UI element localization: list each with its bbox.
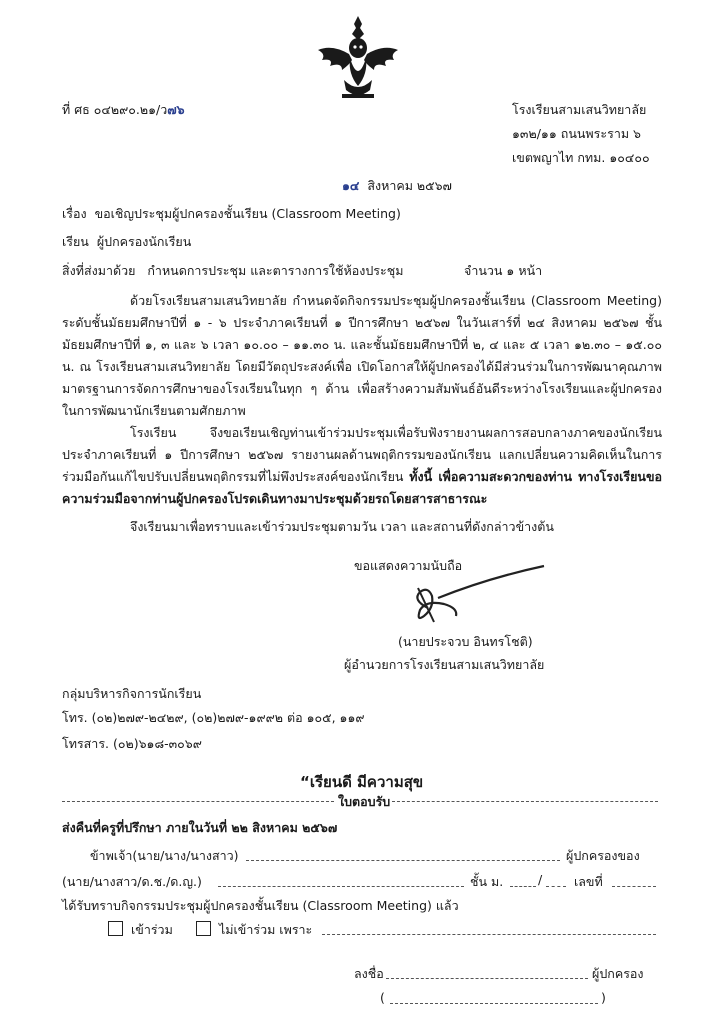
attend-checkbox[interactable] xyxy=(108,921,123,936)
reply-line1-end: ผู้ปกครองของ xyxy=(566,848,640,863)
signer-name: (นายประจวบ อินทรโชติ) xyxy=(398,634,533,649)
garuda-emblem xyxy=(312,14,404,104)
reply-line1-label: ข้าพเจ้า(นาย/นาง/นางสาว) xyxy=(90,848,239,863)
school-name: โรงเรียนสามเสนวิทยาลัย xyxy=(512,102,647,117)
subject-text: ขอเชิญประชุมผู้ปกครองชั้นเรียน (Classroom Meeting) xyxy=(94,206,401,221)
signer-title: ผู้อำนวยการโรงเรียนสามเสนวิทยาลัย xyxy=(344,657,545,672)
student-name-field[interactable] xyxy=(218,886,464,887)
closing-regards: ขอแสดงความนับถือ xyxy=(354,558,463,573)
document-number xyxy=(62,100,185,120)
not-attend-reason-field[interactable] xyxy=(322,934,656,935)
reply-instruction: ส่งคืนที่ครูที่ปรึกษา ภายในวันที่ ๒๒ สิงหาคม ๒๕๖๗ xyxy=(62,820,338,835)
body-paragraph-2 xyxy=(62,422,662,510)
reply-number-label: เลขที่ xyxy=(574,874,603,889)
reply-slip-title: ใบตอบรับ xyxy=(338,794,391,809)
guardian-printed-name-field[interactable] xyxy=(390,1003,598,1004)
reply-name-close-paren: ) xyxy=(601,990,606,1005)
signature xyxy=(398,564,548,632)
body-paragraph-3: จึงเรียนมาเพื่อทราบและเข้าร่วมประชุมตามวัน เวลา และสถานที่ดังกล่าวข้างต้น xyxy=(130,519,554,534)
reply-line3: ได้รับทราบกิจกรรมประชุมผู้ปกครองชั้นเรียน (Classroom Meeting) แล้ว xyxy=(62,898,459,913)
reply-name-open-paren: ( xyxy=(380,990,385,1005)
subject-line xyxy=(62,204,401,224)
attachment-text: กำหนดการประชุม และตารางการใช้ห้องประชุม xyxy=(147,263,404,278)
letter-body xyxy=(62,290,662,538)
attachment-label: สิ่งที่ส่งมาด้วย xyxy=(62,263,136,278)
reply-class-label: ชั้น ม. xyxy=(470,874,504,889)
salutation-text: ผู้ปกครองนักเรียน xyxy=(96,234,192,249)
contact-fax: โทรสาร. (๐๒)๖๑๘-๓๐๖๙ xyxy=(62,736,202,751)
reply-sign-role: ผู้ปกครอง xyxy=(592,966,644,981)
document-date xyxy=(342,176,452,196)
date-month-year: สิงหาคม ๒๕๖๗ xyxy=(367,178,452,193)
reply-class-slash: / xyxy=(538,872,543,887)
salutation-label: เรียน xyxy=(62,234,89,249)
school-address-line1: ๑๓๒/๑๑ ถนนพระราม ๖ xyxy=(512,126,641,141)
body-paragraph-1: ด้วยโรงเรียนสามเสนวิทยาลัย กำหนดจัดกิจกรรมประชุมผู้ปกครองชั้นเรียน (Classroom Meeting) ระดับชั้นมัธยมศึกษาปีที่ ๑ - ๖ ประจำภาคเรียนที่ ๑ ปีการศึกษา ๒๕๖๗ ในวันเสาร์ที่ ๒๔ สิงหาคม ๒๕๖๗ ชั้นมัธยมศึกษาปีที่ ๑, ๓ และ ๖ เวลา ๑๐.๐๐ – ๑๑.๓๐ น. และชั้นมัธยมศึกษาปีที่ ๒, ๔ และ ๕ เวลา ๑๒.๓๐ – ๑๕.๐๐ น. ณ โรงเรียนสามเสนวิทยาลัย โดยมีวัตถุประสงค์เพื่อ เปิดโอกาสให้ผู้ปกครองได้มีส่วนร่วมในการพัฒนาคุณภาพมาตรฐานการจัดการศึกษาของโรงเรียนในทุก ๆ ด้าน เพื่อสร้างความสัมพันธ์อันดีระหว่างโรงเรียนและผู้ปกครอง ในการพัฒนานักเรียนตามศักยภาพ xyxy=(62,293,662,418)
option-not-attend-label: ไม่เข้าร่วม เพราะ xyxy=(219,922,313,937)
document-number-prefix: ที่ ศธ ๐๔๒๙๐.๒๑/ว xyxy=(62,102,168,117)
contact-department: กลุ่มบริหารกิจการนักเรียน xyxy=(62,686,202,701)
reply-line2-label: (นาย/นางสาว/ด.ช./ด.ญ.) xyxy=(62,874,202,889)
attachment-count: จำนวน ๑ หน้า xyxy=(464,263,543,278)
guardian-name-field[interactable] xyxy=(246,860,560,861)
date-day-handwritten: ๑๔ xyxy=(342,178,360,193)
document-number-handwritten: ๗๖ xyxy=(167,102,185,117)
body-paragraph-2-bold: ทั้งนี้ เพื่อความสะดวกของท่าน ทางโรงเรียนขอความร่วมมือจากท่านผู้ปกครองโปรดเดินทางมาประชุมด้วยรถโดยสารสาธารณะ xyxy=(62,469,662,506)
option-not-attend[interactable] xyxy=(196,920,312,940)
option-attend-label: เข้าร่วม xyxy=(131,922,173,937)
option-attend[interactable] xyxy=(108,920,173,940)
contact-phone: โทร. (๐๒)๒๗๙-๒๔๒๙, (๐๒)๒๗๙-๑๙๙๒ ต่อ ๑๐๕, ๑๑๙ xyxy=(62,710,365,725)
salutation-line xyxy=(62,232,191,252)
reply-sign-label: ลงชื่อ xyxy=(354,966,384,981)
body-paragraph-2-text: โรงเรียน จึงขอเรียนเชิญท่านเข้าร่วมประชุมเพื่อรับฟังรายงานผลการสอบกลางภาคของนักเรียน ประจำภาคเรียนที่ ๑ ปีการศึกษา ๒๕๖๗ รายงานผลด้านพฤติกรรมของนักเรียน แลกเปลี่ยนความคิดเห็นในการร่วมมือกันแก้ไขปรับเปลี่ยนพฤติกรรมที่ไม่พึงประสงค์ของนักเรียน xyxy=(62,425,662,484)
class-room-field[interactable] xyxy=(546,886,566,887)
subject-label: เรื่อง xyxy=(62,206,87,221)
student-number-field[interactable] xyxy=(612,886,656,887)
school-address-line2: เขตพญาไท กทม. ๑๐๔๐๐ xyxy=(512,150,650,165)
reply-divider-left xyxy=(62,801,334,802)
not-attend-checkbox[interactable] xyxy=(196,921,211,936)
school-slogan: “เรียนดี มีความสุข xyxy=(300,773,424,791)
attachment-line xyxy=(62,261,403,281)
guardian-signature-field[interactable] xyxy=(386,978,588,979)
reply-divider-right xyxy=(392,801,658,802)
class-level-field[interactable] xyxy=(510,886,536,887)
